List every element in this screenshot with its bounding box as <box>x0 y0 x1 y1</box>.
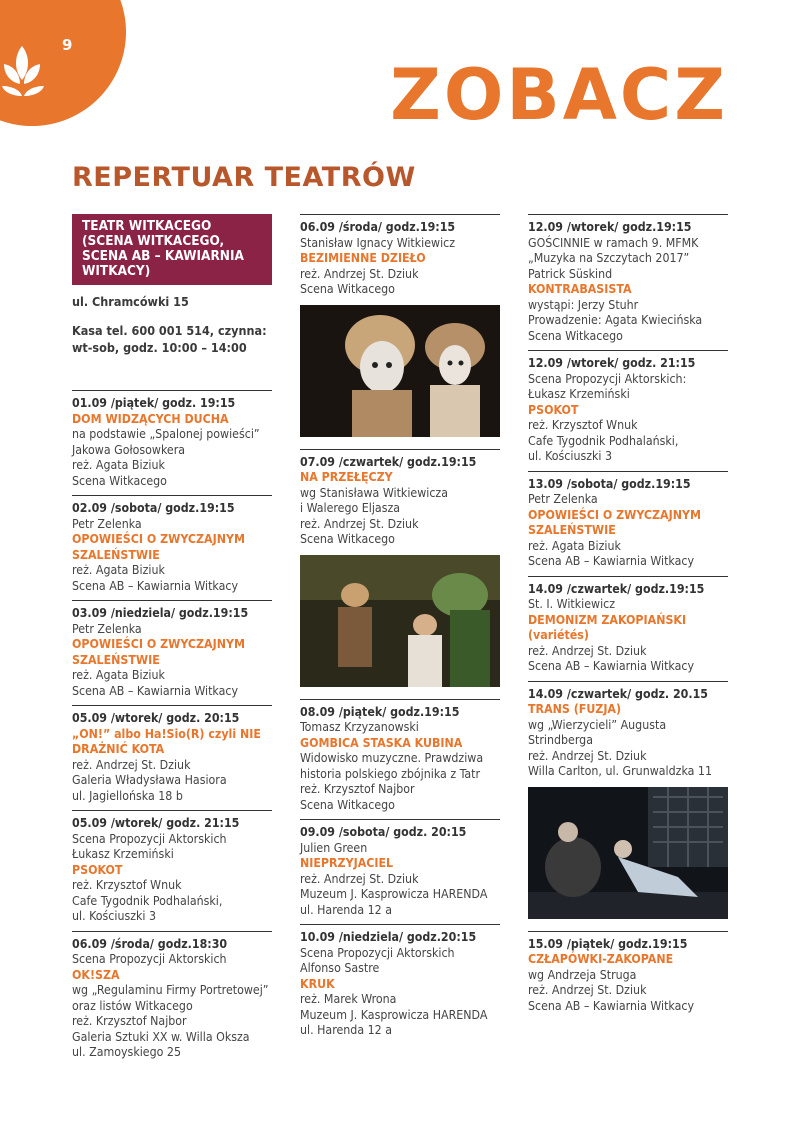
event-detail-line: Widowisko muzyczne. Prawdziwa historia polskiego zbójnika z Tatr <box>300 751 484 781</box>
event-detail-line: Scena AB – Kawiarnia Witkacy <box>528 554 695 568</box>
column-3-events <box>528 214 728 1020</box>
event-detail-line: Prowadzenie: Agata Kwiecińska <box>528 313 703 327</box>
event-detail-line: wg Stanisława Witkiewicza <box>300 485 448 500</box>
event-date: 08.09 /piątek/ godz.19:15 <box>300 704 460 719</box>
event-detail-line: Scena Witkacego <box>72 473 167 488</box>
event-info-line: St. I. Witkiewicz <box>528 597 616 611</box>
event-info-line: Petr Zelenka <box>72 621 142 636</box>
event-title: PSOKOT <box>528 402 579 417</box>
event-listing <box>72 390 272 495</box>
event-date: 12.09 /wtorek/ godz. 21:15 <box>528 356 696 370</box>
event-date: 05.09 /wtorek/ godz. 20:15 <box>72 711 240 725</box>
event-listing <box>72 810 272 931</box>
event-date: 01.09 /piątek/ godz. 19:15 <box>72 396 236 410</box>
event-title: „ON!” albo Ha!Sio(R) czyli NIE DRAŻNIĆ KOTA <box>72 726 261 756</box>
event-info-line: Petr Zelenka <box>72 516 142 531</box>
theatre-address: ul. Chramcówki 15 <box>72 294 189 309</box>
page-number: 9 <box>62 36 73 54</box>
event-detail-line: Muzeum J. Kasprowicza HARENDA <box>300 1007 488 1022</box>
event-date: 03.09 /niedziela/ godz.19:15 <box>72 606 249 620</box>
event-listing <box>72 600 272 705</box>
event-detail-line: ul. Jagiellońska 18 b <box>72 788 183 803</box>
event-date: 10.09 /niedziela/ godz.20:15 <box>300 930 477 944</box>
event-date: 07.09 /czwartek/ godz.19:15 <box>300 454 477 469</box>
event-title: PSOKOT <box>72 862 123 877</box>
event-listing <box>300 449 500 554</box>
event-detail-line: Cafe Tygodnik Podhalański, <box>528 433 679 448</box>
event-detail-line: Scena AB – Kawiarnia Witkacy <box>528 998 695 1013</box>
event-listing <box>72 931 272 1067</box>
event-detail-line: Muzeum J. Kasprowicza HARENDA <box>300 887 488 901</box>
event-info-line: Scena Propozycji Aktorskich <box>72 831 227 846</box>
event-detail-line: reż. Agata Biziuk <box>72 668 165 682</box>
event-date: 15.09 /piątek/ godz.19:15 <box>528 936 688 951</box>
event-detail-line: i Walerego Eljasza <box>300 501 401 515</box>
event-date: 13.09 /sobota/ godz.19:15 <box>528 476 691 491</box>
event-detail-line: reż. Krzysztof Najbor <box>72 1014 187 1028</box>
event-title: OPOWIEŚCI O ZWYCZAJNYM SZALEŃSTWIE <box>72 637 245 667</box>
event-title: DOM WIDZĄCYCH DUCHA <box>72 411 229 426</box>
performance-photo-masked-actors <box>300 305 500 437</box>
event-detail-line: reż. Krzysztof Wnuk <box>72 878 182 892</box>
event-listing <box>528 931 728 1021</box>
event-detail-line: Willa Carlton, ul. Grunwaldzka 11 <box>528 764 712 778</box>
event-info-line: Scena Propozycji Aktorskich <box>72 952 227 966</box>
event-info-line: Julien Green <box>300 840 368 855</box>
event-info-line: Stanisław Ignacy Witkiewicz <box>300 235 456 250</box>
event-detail-line: wg Andrzeja Struga <box>528 967 637 982</box>
theatre-name-box: TEATR WITKACEGO (SCENA WITKACEGO, SCENA AB – KAWIARNIA WITKACY) <box>72 214 272 285</box>
event-detail-line: reż. Agata Biziuk <box>528 538 621 553</box>
event-title: OPOWIEŚCI O ZWYCZAJNYM SZALEŃSTWIE <box>528 507 701 537</box>
event-date: 06.09 /środa/ godz.18:30 <box>72 936 228 951</box>
event-detail-line: Cafe Tygodnik Podhalański, <box>72 893 223 908</box>
event-detail-line: Jakowa Gołosowkera <box>72 442 186 457</box>
event-detail-line: Galeria Sztuki XX w. Willa Oksza <box>72 1029 250 1044</box>
column-3 <box>528 214 728 1020</box>
event-title: KONTRABASISTA <box>528 282 632 296</box>
event-listing <box>300 214 500 304</box>
event-detail-line: Scena Witkacego <box>300 797 395 812</box>
event-detail-line: ul. Kościuszki 3 <box>528 449 613 463</box>
event-detail-line: Scena Witkacego <box>300 282 395 296</box>
event-info-line: Łukasz Krzemiński <box>72 847 174 861</box>
event-title: KRUK <box>300 976 335 991</box>
event-date: 02.09 /sobota/ godz.19:15 <box>72 501 235 515</box>
event-info-line: Scena Propozycji Aktorskich <box>300 945 455 960</box>
event-date: 14.09 /czwartek/ godz. 20.15 <box>528 686 708 701</box>
event-date: 06.09 /środa/ godz.19:15 <box>300 220 456 234</box>
event-title: NIEPRZYJACIEL <box>300 856 394 870</box>
event-detail-line: reż. Andrzej St. Dziuk <box>528 643 647 658</box>
event-detail-line: reż. Andrzej St. Dziuk <box>72 757 191 772</box>
event-detail-line: Galeria Władysława Hasiora <box>72 773 227 787</box>
event-listing <box>528 681 728 786</box>
event-listing <box>528 471 728 576</box>
event-listing <box>300 819 500 924</box>
page-heading: ZOBACZ <box>390 54 728 136</box>
event-title: BEZIMIENNE DZIEŁO <box>300 251 426 265</box>
event-title: TRANS (FUZJA) <box>528 702 622 716</box>
event-date: 09.09 /sobota/ godz. 20:15 <box>300 825 467 839</box>
event-detail-line: ul. Harenda 12 a <box>300 1023 392 1037</box>
event-listing <box>528 576 728 681</box>
event-info-line: Petr Zelenka <box>528 492 598 506</box>
event-detail-line: reż. Marek Wrona <box>300 992 397 1006</box>
event-detail-line: reż. Andrzej St. Dziuk <box>528 983 647 997</box>
event-detail-line: Scena AB – Kawiarnia Witkacy <box>72 683 239 698</box>
event-listing <box>528 350 728 471</box>
event-detail-line: wg „Wierzycieli” Augusta Strindberga <box>528 717 667 747</box>
event-detail-line: Scena AB – Kawiarnia Witkacy <box>528 659 695 673</box>
event-date: 12.09 /wtorek/ godz.19:15 <box>528 220 692 234</box>
leaf-logo-icon <box>0 38 60 108</box>
event-detail-line: ul. Harenda 12 a <box>300 902 392 917</box>
event-detail-line: reż. Krzysztof Najbor <box>300 782 415 796</box>
event-date: 05.09 /wtorek/ godz. 21:15 <box>72 816 240 830</box>
event-listing <box>528 214 728 350</box>
event-detail-line: ul. Kościuszki 3 <box>72 909 157 923</box>
event-detail-line: Scena Witkacego <box>300 532 395 546</box>
event-info-line: Tomasz Krzyzanowski <box>300 720 419 734</box>
event-detail-line: reż. Krzysztof Wnuk <box>528 418 638 432</box>
column-2 <box>300 214 500 1045</box>
event-title: OK!SZA <box>72 967 120 982</box>
box-office-info: Kasa tel. 600 001 514, czynna: wt-sob, godz. 10:00 – 14:00 <box>72 323 267 355</box>
performance-photo-na-przeleczy <box>300 555 500 687</box>
event-listing <box>72 705 272 810</box>
event-detail-line: na podstawie „Spalonej powieści” <box>72 427 260 441</box>
performance-photo-trans <box>528 787 728 919</box>
event-info-line: Łukasz Krzemiński <box>528 387 630 401</box>
event-listing <box>300 924 500 1045</box>
event-detail-line: wg „Regulaminu Firmy Portretowej” oraz listów Witkacego <box>72 983 269 1013</box>
event-info-line: Alfonso Sastre <box>300 961 380 975</box>
event-listing <box>72 495 272 600</box>
section-title: REPERTUAR TEATRÓW <box>72 162 416 193</box>
event-date: 14.09 /czwartek/ godz.19:15 <box>528 581 705 596</box>
event-detail-line: reż. Andrzej St. Dziuk <box>300 266 419 281</box>
event-detail-line: Scena AB – Kawiarnia Witkacy <box>72 578 239 593</box>
event-detail-line: Scena Witkacego <box>528 328 623 343</box>
event-detail-line: ul. Zamoyskiego 25 <box>72 1045 181 1059</box>
event-title: NA PRZEŁĘCZY <box>300 470 393 484</box>
column-1-events <box>72 390 272 1067</box>
event-detail-line: reż. Andrzej St. Dziuk <box>300 871 419 886</box>
event-detail-line: wystąpi: Jerzy Stuhr <box>528 297 639 312</box>
event-detail-line: reż. Agata Biziuk <box>72 563 165 577</box>
event-info-line: Scena Propozycji Aktorskich: <box>528 371 687 386</box>
event-title: CZŁAPÓWKI-ZAKOPANE <box>528 952 674 966</box>
event-detail-line: reż. Agata Biziuk <box>72 458 165 472</box>
event-title: GOMBICA STASKA KUBINA <box>300 735 463 750</box>
event-listing <box>300 699 500 820</box>
event-title: DEMONIZM ZAKOPIAŃSKI (variétés) <box>528 612 687 642</box>
column-1 <box>72 214 272 1067</box>
column-2-events <box>300 214 500 1045</box>
event-info-line: GOŚCINNIE w ramach 9. MFMK „Muzyka na Szczytach 2017” <box>528 235 699 265</box>
event-detail-line: reż. Andrzej St. Dziuk <box>528 748 647 763</box>
event-info-line: Patrick Süskind <box>528 266 613 281</box>
event-title: OPOWIEŚCI O ZWYCZAJNYM SZALEŃSTWIE <box>72 532 245 562</box>
event-detail-line: reż. Andrzej St. Dziuk <box>300 516 419 531</box>
